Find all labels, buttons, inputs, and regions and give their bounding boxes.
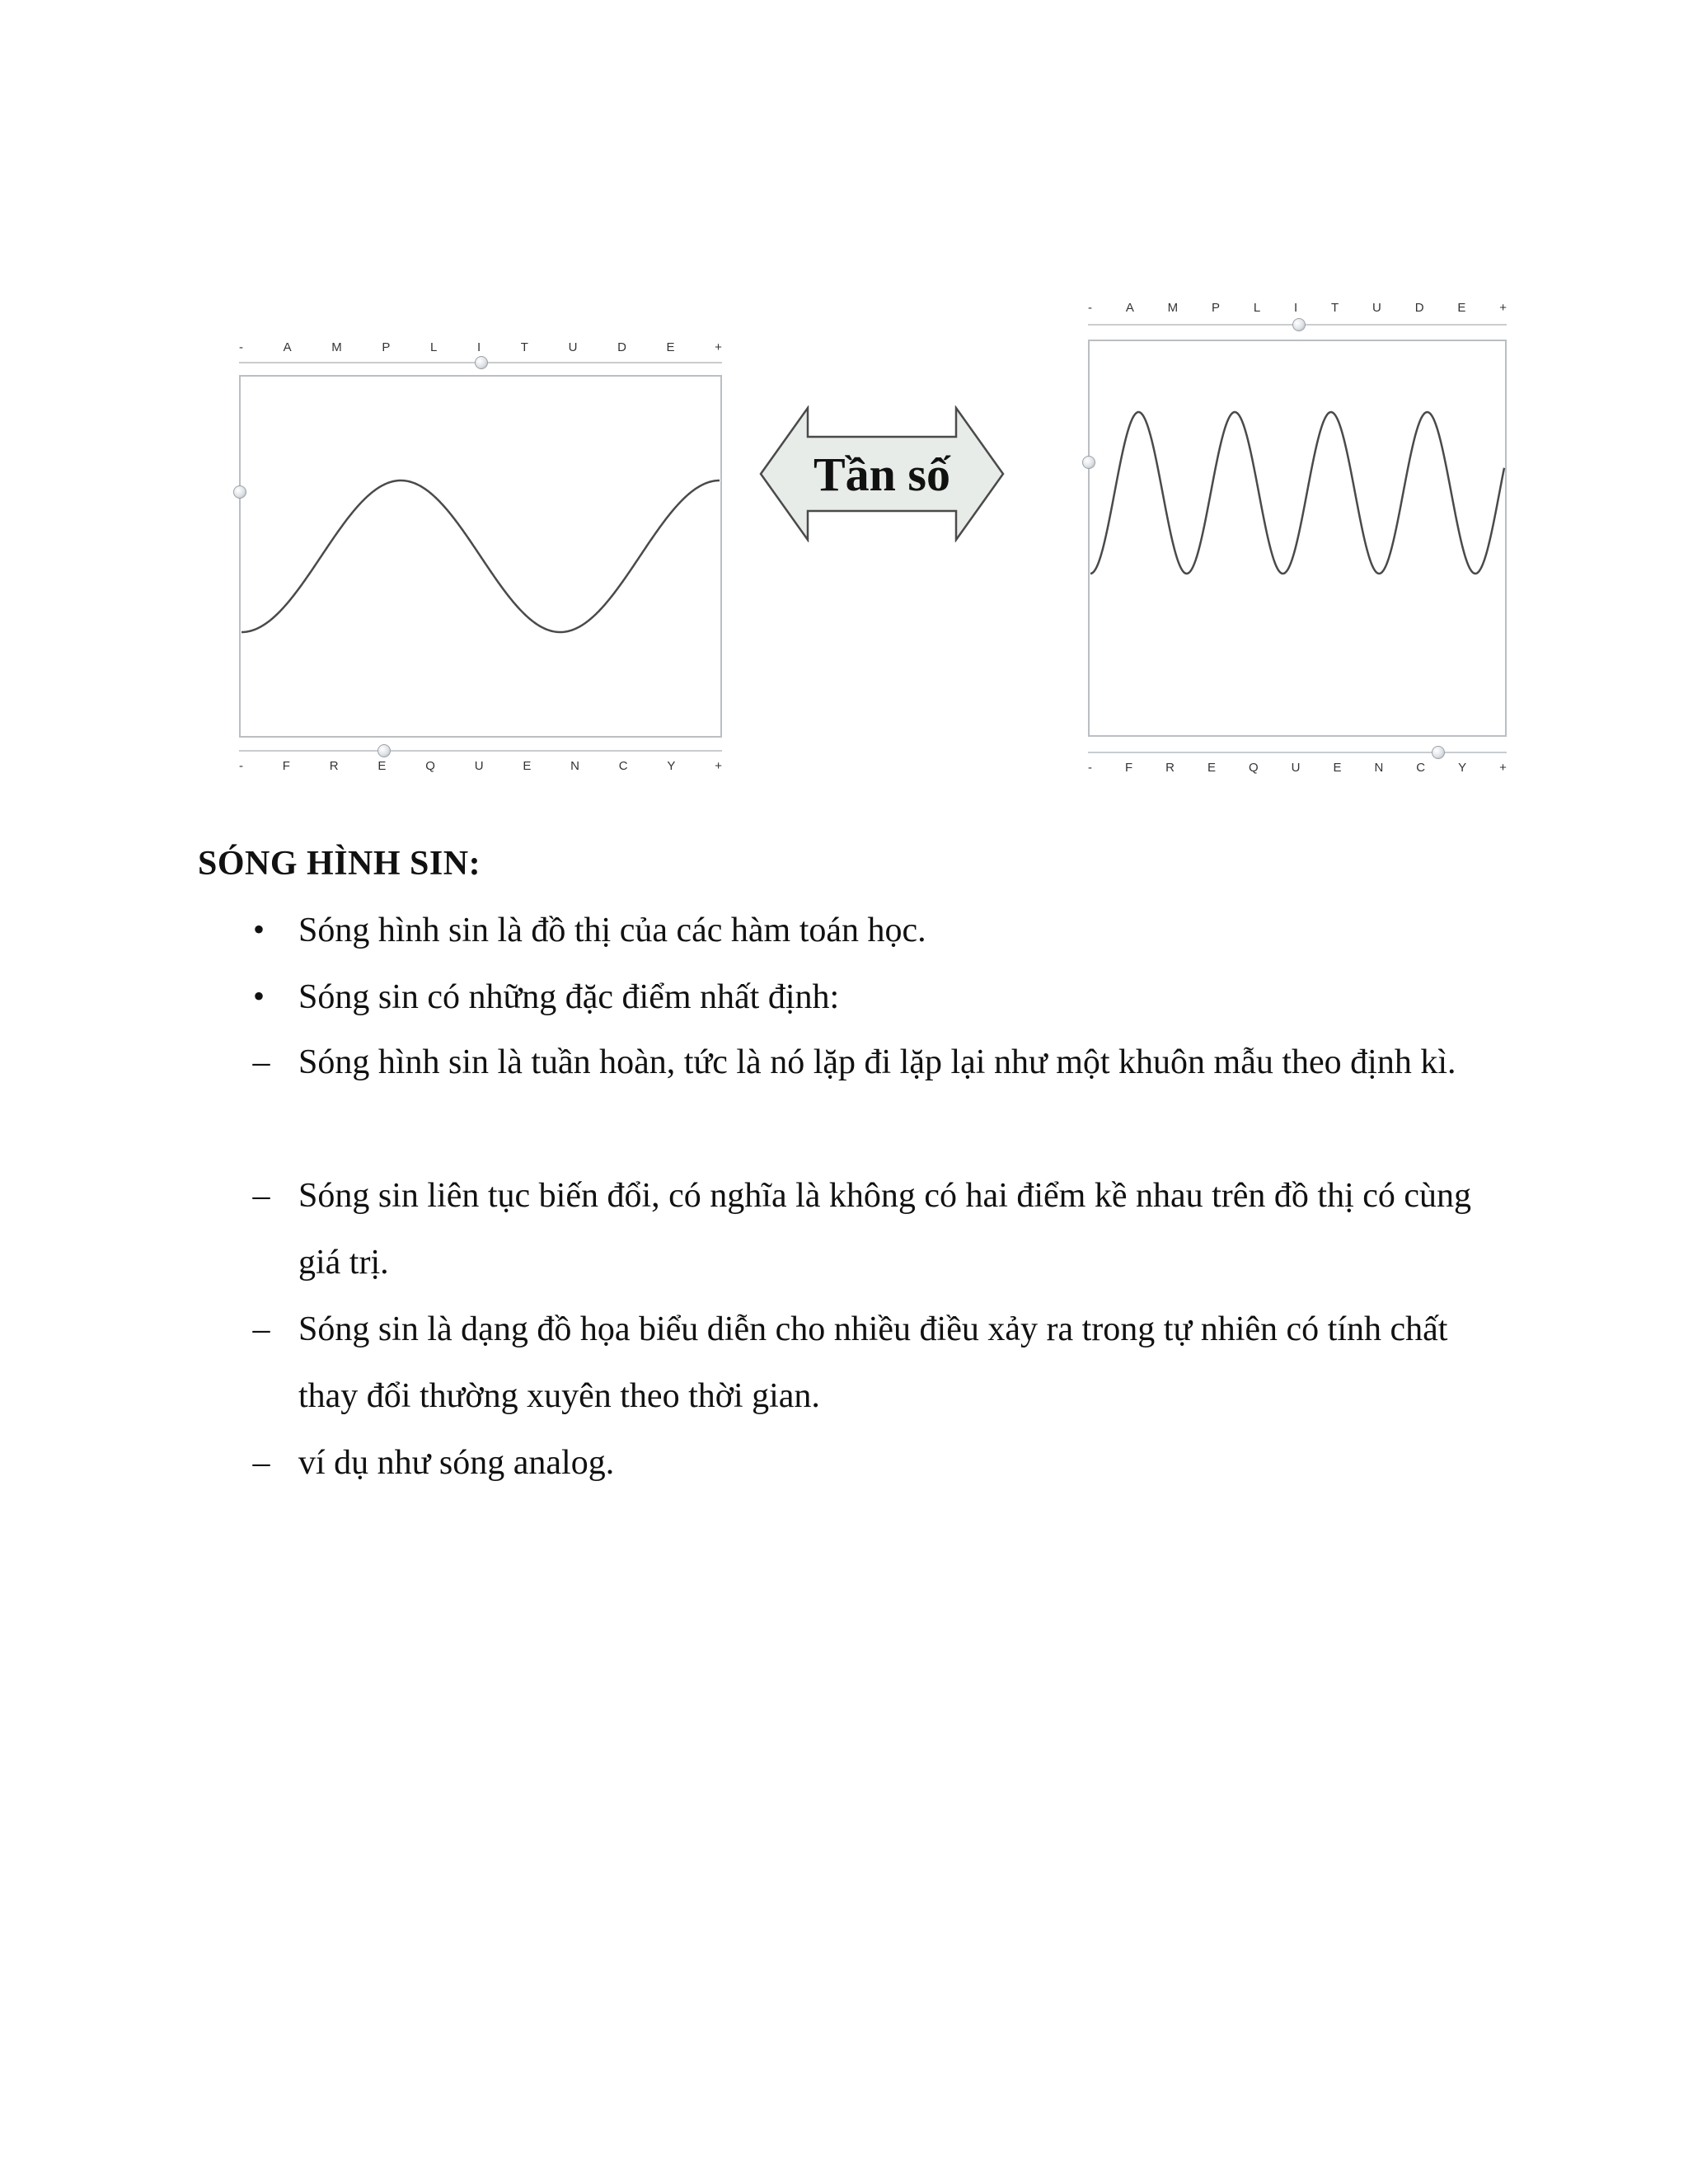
dash-marker: – bbox=[252, 1310, 270, 1348]
frequency-label-char: Q bbox=[425, 759, 435, 773]
list-item-text: Sóng sin liên tục biến đổi, có nghĩa là không có hai điểm kề nhau trên đồ thị có cùng giá trị. bbox=[298, 1177, 1472, 1282]
amplitude-label-char: L bbox=[430, 340, 438, 354]
amplitude-label bbox=[1088, 301, 1507, 315]
amplitude-label-char: P bbox=[1212, 301, 1221, 315]
amplitude-label-char: U bbox=[1372, 301, 1381, 315]
amplitude-label-char: T bbox=[520, 340, 528, 354]
frequency-label-char: Q bbox=[1248, 761, 1259, 775]
wave-display bbox=[239, 375, 722, 738]
wave-panel-right bbox=[1088, 294, 1507, 780]
frequency-label-char: - bbox=[1088, 761, 1092, 775]
frequency-label-char: F bbox=[1124, 761, 1133, 775]
dash-marker: – bbox=[252, 1177, 270, 1215]
list-item-text: ví dụ như sóng analog. bbox=[298, 1444, 615, 1482]
amplitude-label-char: A bbox=[1125, 301, 1134, 315]
frequency-label-char: E bbox=[377, 759, 387, 773]
amplitude-slider-knob[interactable] bbox=[1292, 318, 1306, 331]
sine-wave-line bbox=[241, 480, 720, 632]
frequency-label-char: E bbox=[1333, 761, 1342, 775]
frequency-label-char: F bbox=[282, 759, 290, 773]
amplitude-label-char: D bbox=[1414, 301, 1424, 315]
wave-start-knob[interactable] bbox=[233, 485, 246, 499]
dash-marker: – bbox=[252, 1444, 270, 1482]
frequency-slider-knob[interactable] bbox=[377, 744, 391, 757]
amplitude-label-char: T bbox=[1331, 301, 1339, 315]
amplitude-label-char: - bbox=[1088, 301, 1092, 315]
list-item-text: Sóng hình sin là đồ thị của các hàm toán học. bbox=[298, 912, 926, 949]
wave-display bbox=[1088, 340, 1507, 737]
frequency-label bbox=[1088, 761, 1507, 775]
frequency-label-char: + bbox=[1499, 761, 1507, 775]
frequency-label-char: - bbox=[239, 759, 243, 773]
amplitude-label bbox=[239, 340, 722, 354]
amplitude-label-char: E bbox=[666, 340, 675, 354]
list-item-text: Sóng sin là dạng đồ họa biểu diễn cho nhiều điều xảy ra trong tự nhiên có tính chất thay đổi thường xuyên theo thời gian. bbox=[298, 1310, 1448, 1415]
list-item-text: Sóng sin có những đặc điểm nhất định: bbox=[298, 978, 840, 1016]
arrow-label: Tần số bbox=[813, 447, 950, 501]
amplitude-label-char: I bbox=[477, 340, 481, 354]
bullet-marker: • bbox=[252, 977, 265, 1015]
frequency-slider-track[interactable] bbox=[239, 750, 722, 752]
frequency-slider-knob[interactable] bbox=[1432, 746, 1445, 759]
amplitude-label-char: + bbox=[1499, 301, 1507, 315]
wave-start-knob[interactable] bbox=[1082, 456, 1095, 469]
amplitude-label-char: D bbox=[617, 340, 626, 354]
frequency-label-char: N bbox=[1374, 761, 1384, 775]
frequency-label-char: C bbox=[1416, 761, 1426, 775]
amplitude-label-char: - bbox=[239, 340, 243, 354]
sine-wave-line bbox=[1090, 412, 1504, 574]
list-item-text: Sóng hình sin là tuần hoàn, tức là nó lặp đi lặp lại như một khuôn mẫu theo định kì. bbox=[298, 1043, 1456, 1081]
dash-marker: – bbox=[252, 1043, 270, 1081]
amplitude-label-char: M bbox=[1167, 301, 1179, 315]
frequency-label bbox=[239, 759, 722, 773]
frequency-label-char: U bbox=[474, 759, 484, 773]
amplitude-label-char: I bbox=[1294, 301, 1298, 315]
amplitude-label-char: U bbox=[568, 340, 578, 354]
frequency-label-char: Y bbox=[1458, 761, 1467, 775]
amplitude-label-char: A bbox=[283, 340, 292, 354]
sine-wave-graph bbox=[241, 377, 724, 739]
frequency-label-char: C bbox=[618, 759, 628, 773]
frequency-label-char: Y bbox=[667, 759, 676, 773]
sine-wave-graph bbox=[1090, 341, 1508, 738]
frequency-label-char: E bbox=[523, 759, 532, 773]
amplitude-label-char: P bbox=[382, 340, 391, 354]
frequency-label-char: E bbox=[1207, 761, 1216, 775]
amplitude-label-char: E bbox=[1457, 301, 1466, 315]
wave-panel-left bbox=[239, 334, 722, 779]
amplitude-slider-knob[interactable] bbox=[475, 356, 488, 369]
frequency-label-char: U bbox=[1291, 761, 1301, 775]
bullet-marker: • bbox=[252, 911, 265, 948]
section-heading: SÓNG HÌNH SIN: bbox=[198, 845, 481, 883]
amplitude-label-char: L bbox=[1253, 301, 1261, 315]
frequency-label-char: R bbox=[1165, 761, 1175, 775]
frequency-label-char: + bbox=[715, 759, 722, 773]
amplitude-label-char: + bbox=[715, 340, 722, 354]
frequency-label-char: R bbox=[329, 759, 339, 773]
amplitude-label-char: M bbox=[331, 340, 342, 354]
frequency-label-char: N bbox=[570, 759, 579, 773]
